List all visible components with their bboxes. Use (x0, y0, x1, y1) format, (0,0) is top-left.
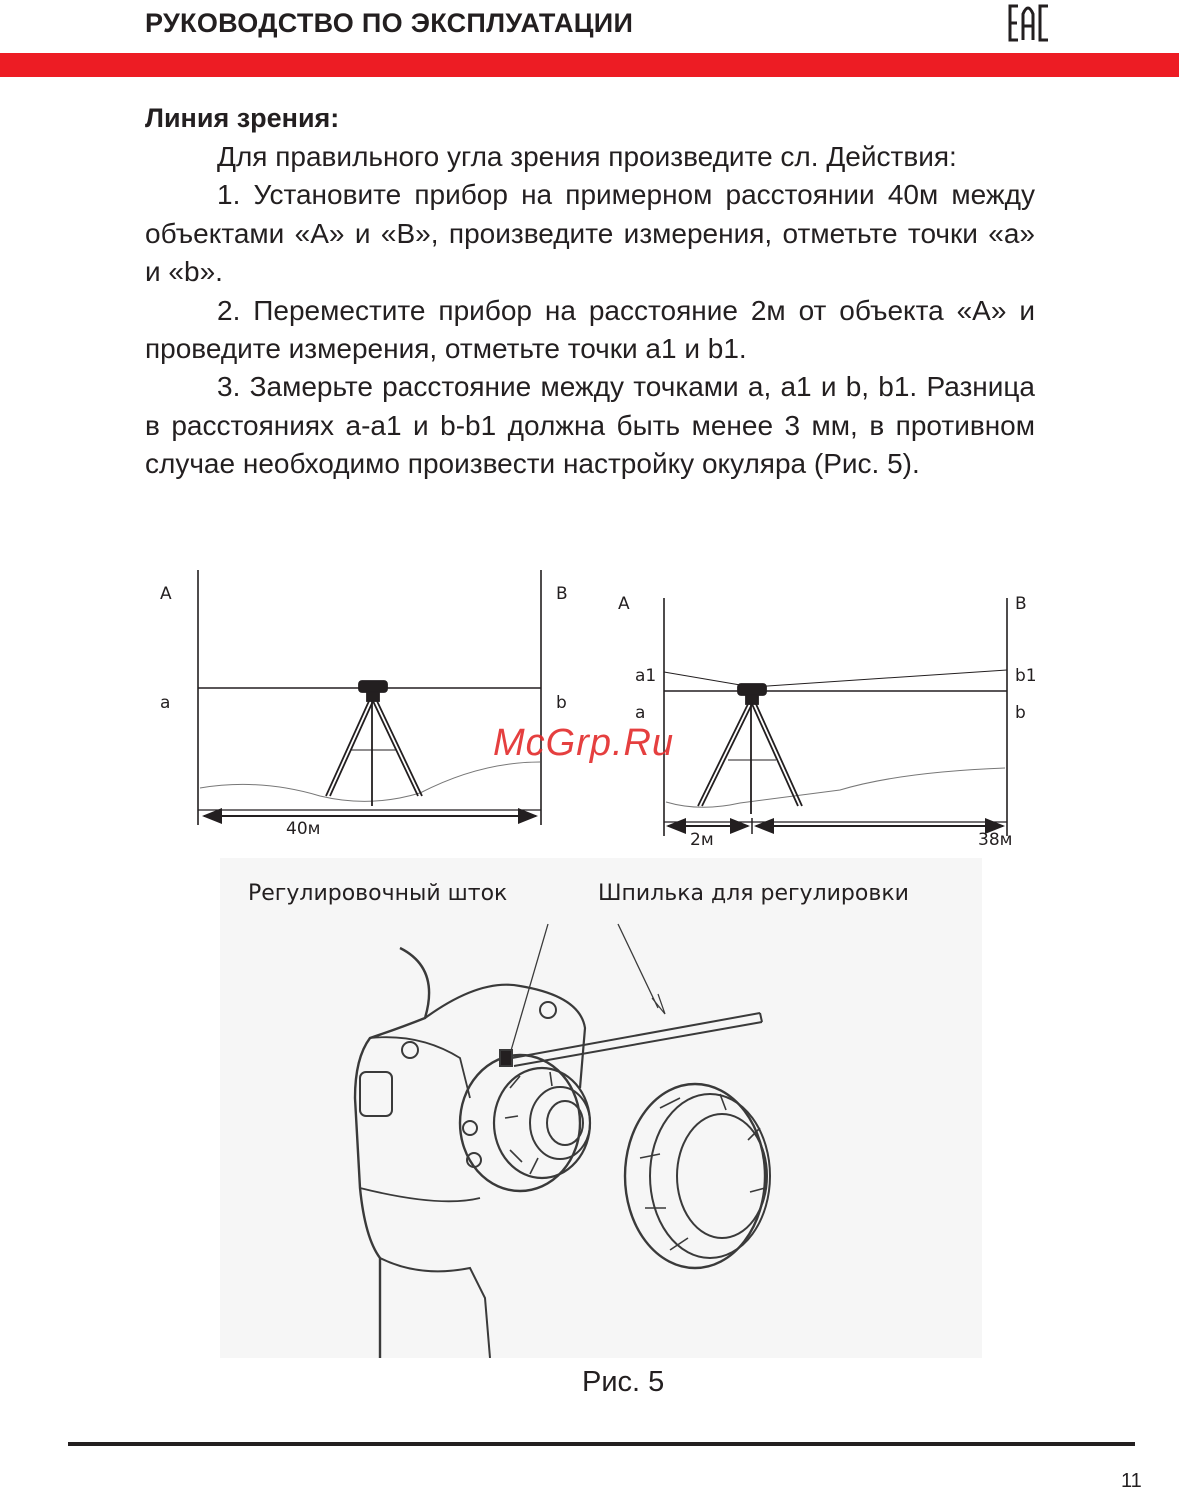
instructions-body (145, 138, 1035, 484)
label-b-left: b (556, 693, 567, 713)
eac-logo (1008, 4, 1052, 42)
diagram-right-labels (618, 594, 1037, 850)
label-B-left: B (556, 584, 568, 604)
label-A-right: A (618, 594, 630, 614)
section-heading: Линия зрения: (145, 103, 340, 133)
label-a1: a1 (635, 666, 657, 686)
label-b-right: b (1015, 703, 1026, 723)
header-title: РУКОВОДСТВО ПО ЭКСПЛУАТАЦИИ (145, 8, 634, 38)
paragraph-intro: Для правильного угла зрения произведите сл. Действия: (217, 141, 957, 172)
header-band (0, 53, 1179, 77)
callout-adjusting-rod: Регулировочный шток (248, 881, 508, 906)
tripod-right-icon (698, 684, 802, 814)
diagram-left (198, 570, 541, 825)
callout-adjusting-pin: Шпилька для регулировки (598, 881, 909, 906)
label-a-right: a (635, 703, 646, 723)
distance-38m: 38м (978, 830, 1013, 850)
sight-line-diagrams (0, 565, 1179, 855)
distance-40m: 40м (286, 819, 321, 839)
figure-caption: Рис. 5 (582, 1366, 665, 1398)
label-b1: b1 (1015, 666, 1037, 686)
footer-rule (68, 1442, 1135, 1446)
page-number: 11 (1121, 1470, 1142, 1492)
paragraph-step-3: 3. Замерьте расстояние между точками a, a1 и b, b1. Разница в расстояниях a-a1 и b-b1 должна быть менее 3 мм, в противном случае необходимо произвести настройку окуляра (Рис. 5). (145, 371, 1035, 480)
label-B-right: B (1015, 594, 1027, 614)
label-A-left: A (160, 584, 172, 604)
paragraph-step-1: 1. Установите прибор на примерном расстоянии 40м между объектами «А» и «В», произведите измерения, отметьте точки «a» и «b». (145, 179, 1035, 288)
tripod-left-icon (326, 681, 422, 806)
distance-2m: 2м (690, 830, 714, 850)
paragraph-step-2: 2. Переместите прибор на расстояние 2м от объекта «А» и проведите измерения, отметьте точки a1 и b1. (145, 294, 1035, 365)
diagram-right (664, 598, 1007, 836)
watermark: McGrp.Ru (493, 722, 675, 764)
eyepiece-illustration (220, 858, 982, 1358)
label-a-left: a (160, 693, 171, 713)
